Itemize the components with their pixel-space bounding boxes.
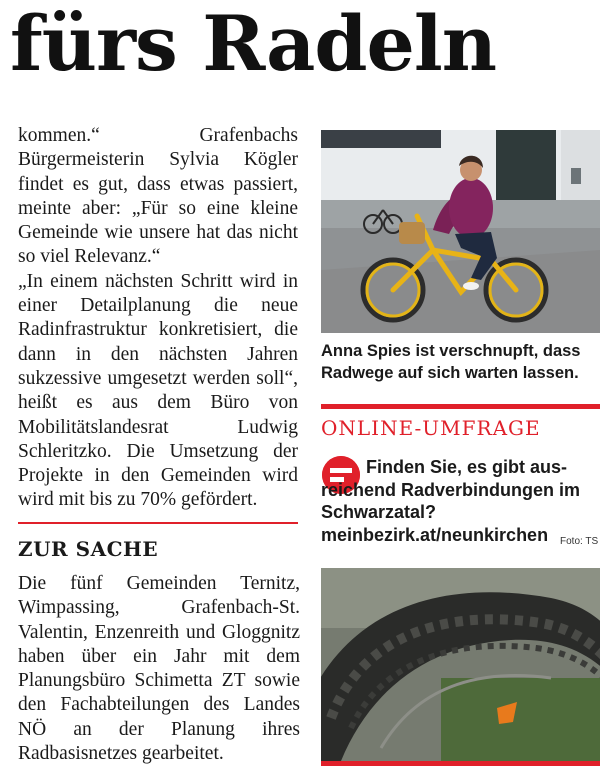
poll-question-line-1: Finden Sie, es gibt aus- [366, 457, 568, 477]
paragraph-1: kommen.“ Grafenbachs Bürgermeisterin Sylvia Kögler findet es gut, dass etwas passiert, meinte aber: „Für so eine kleine Gemeinde wie unsere hat das nicht so viel Relevanz.“ [18, 125, 298, 268]
tire-photo [321, 568, 600, 761]
online-poll-title: ONLINE-UMFRAGE [321, 416, 541, 440]
cyclist-photo [321, 130, 600, 333]
poll-question [321, 456, 602, 546]
poll-divider [321, 404, 600, 409]
section-divider [18, 522, 298, 524]
photo-credit: Foto: TS [560, 536, 599, 547]
zur-sache-heading: ZUR SACHE [18, 537, 159, 561]
headline: fürs Radeln [10, 0, 497, 88]
photo-caption: Anna Spies ist verschnupft, dass Radwege auf sich warten lassen. [321, 342, 581, 382]
zur-sache-text: Die fünf Gemeinden Ternitz, Wimpassing, Grafenbach-St. Valentin, Enzenreith und Gloggnitz haben über ein Jahr mit dem Planungsbüro Schimetta ZT sowie den Fachabteilungen des Landes NÖ an der Planung ihres Radbasisnetzes gearbeitet. [18, 573, 300, 765]
paragraph-2: „In einem nächsten Schritt wird in einer Detailplanung die neue Radinfrastruktur konkretisiert, die dann in den nächsten Jahren sukzessive umgesetzt werden soll“, heißt es aus dem Büro von Mobilitätslandesrat Ludwig Schleritzko. Die Umsetzung der Projekte in den Gemeinden wird wird mit bis zu 70% gefördert. [18, 270, 298, 511]
poll-question-rest[interactable]: reichend Radverbindungen im Schwarzatal? meinbezirk.at/neunkirchen [321, 479, 581, 545]
left-column [18, 124, 298, 513]
bottom-bar [321, 761, 600, 766]
